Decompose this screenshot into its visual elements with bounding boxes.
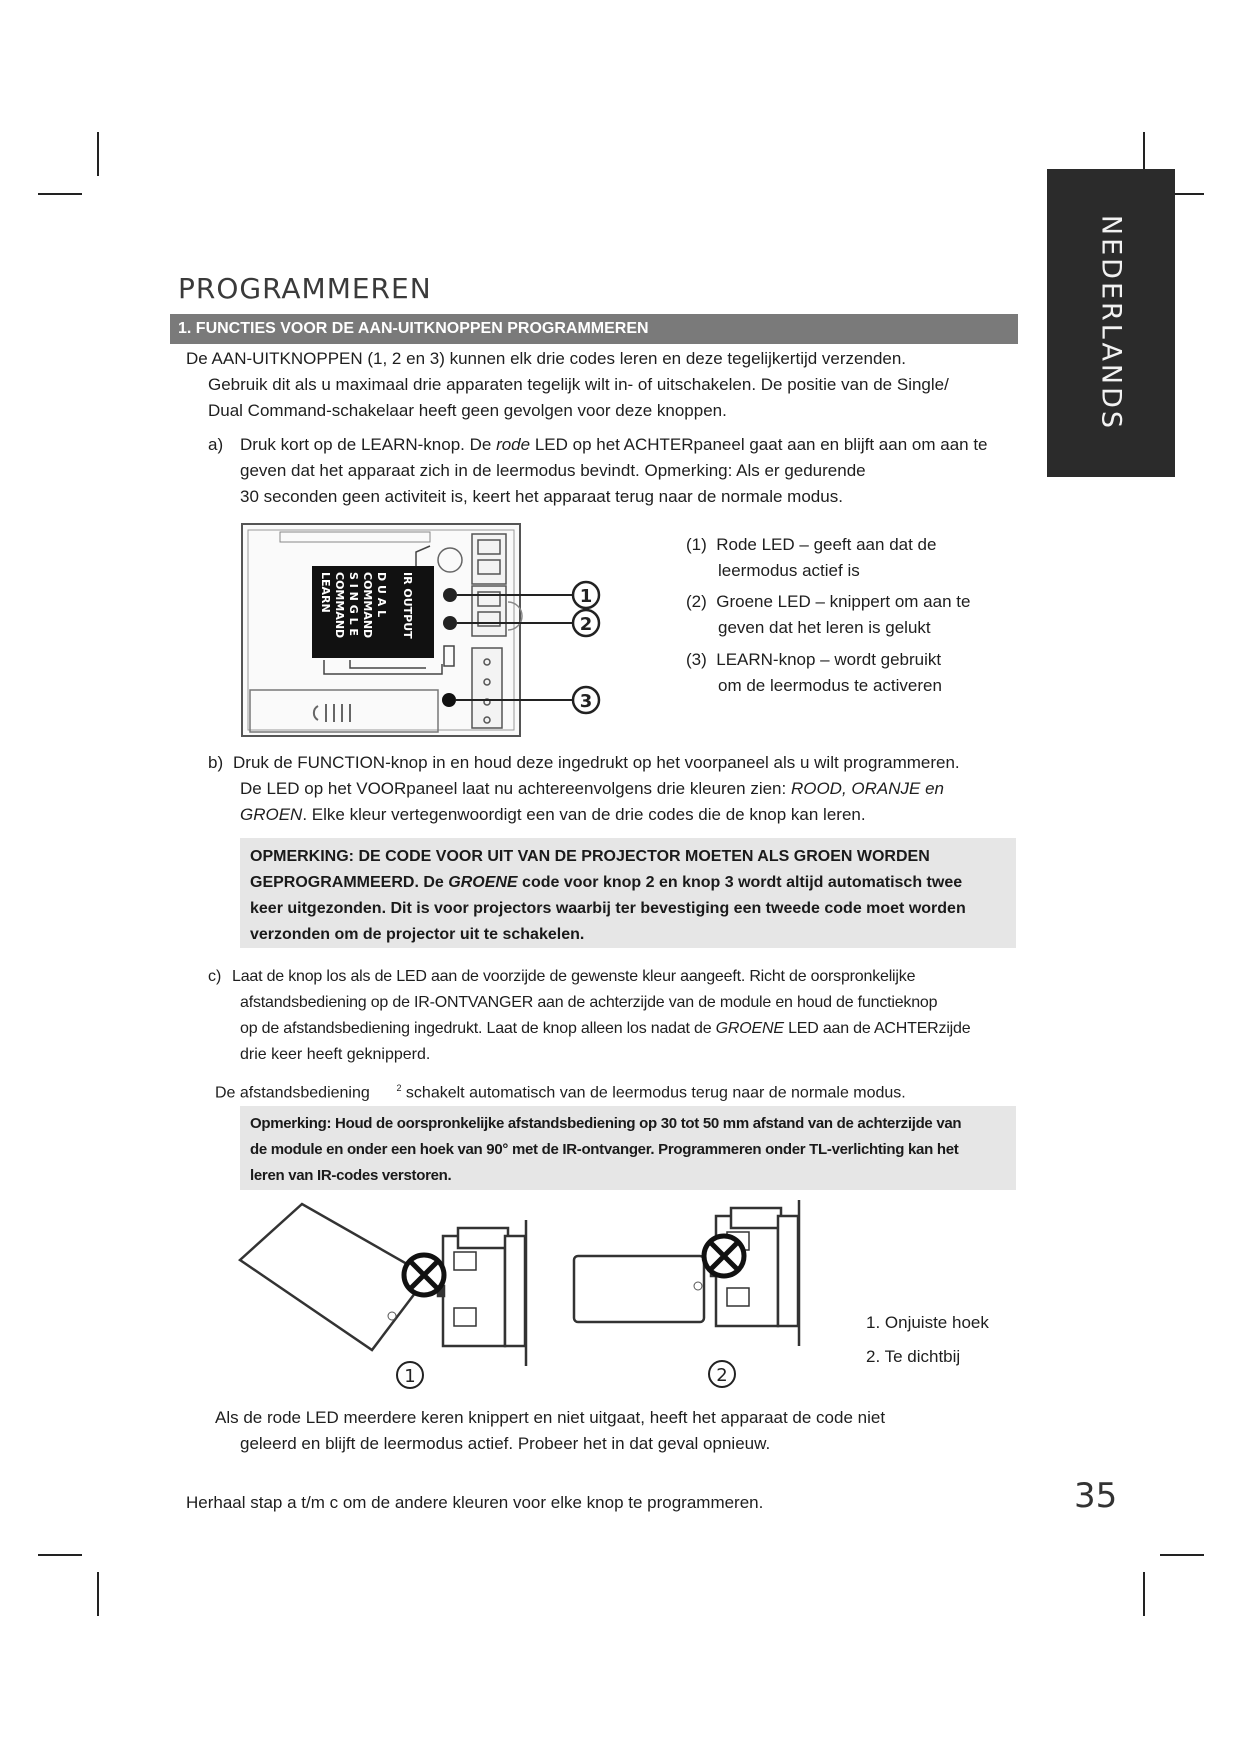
language-tab-label: NEDERLANDS: [1095, 214, 1127, 432]
superscript: 2: [396, 1083, 402, 1093]
learn-button-icon: [442, 693, 456, 707]
error-icon: [704, 1236, 744, 1276]
step-c-line: afstandsbediening op de IR-ONTVANGER aan de achterzijde van de module en houd de functieknop: [240, 994, 938, 1011]
step-c-line: drie keer heeft geknipperd.: [240, 1046, 431, 1063]
text: De afstandsbediening: [215, 1084, 370, 1102]
callout-3: [573, 687, 599, 713]
legend-text: Rode LED – geeft aan dat de: [716, 535, 937, 554]
legend-item: [686, 589, 970, 615]
step-a-marker: a): [208, 435, 224, 454]
note-box: [240, 838, 1016, 948]
panel-label-dual: D U A L: [375, 572, 388, 618]
remote-line: [215, 1075, 906, 1106]
crop-mark: [1143, 1572, 1145, 1616]
text: Druk kort op de LEARN-knop. De: [240, 435, 497, 454]
emphasis: GROEN: [240, 805, 303, 824]
repeat-instruction: Herhaal stap a t/m c om de andere kleuren voor elke knop te programmeren.: [186, 1493, 764, 1512]
step-b-line: [240, 776, 944, 802]
panel-label-command: COMMAND: [361, 572, 374, 639]
section-heading: 1. FUNCTIES VOOR DE AAN-UITKNOPPEN PROGRAMMEREN: [170, 314, 1018, 344]
step-a-line: 30 seconden geen activiteit is, keert het apparaat terug naar de normale modus.: [240, 487, 843, 506]
callout-number: 2: [716, 1365, 728, 1386]
remote-icon: [574, 1256, 704, 1322]
legend-num: (1): [686, 535, 707, 554]
legend-item: 1. Onjuiste hoek: [866, 1313, 989, 1332]
callout-number: 2: [579, 614, 593, 635]
step-b-marker: b): [208, 753, 224, 772]
module-icon: [438, 1220, 526, 1366]
step-c-line: Laat de knop los als de LED aan de voorzijde de gewenste kleur aangeeft. Richt de oorspronkelijke: [232, 968, 916, 985]
emphasis: rode: [496, 435, 531, 454]
note-box: [240, 1106, 1016, 1190]
note-line: Opmerking: Houd de oorspronkelijke afstandsbediening op 30 tot 50 mm afstand van de achterzijde van: [250, 1115, 962, 1132]
legend-text: om de leermodus te activeren: [718, 676, 942, 695]
emphasis: GROENE: [448, 874, 518, 891]
note-line: [250, 870, 1006, 896]
text: GEPROGRAMMEERD. De: [250, 874, 449, 891]
note-line: OPMERKING: DE CODE VOOR UIT VAN DE PROJECTOR MOETEN ALS GROEN WORDEN: [250, 848, 930, 865]
remote-icon: [240, 1204, 428, 1350]
text: LED op het ACHTERpaneel gaat aan en blijft aan om aan te: [530, 435, 988, 454]
page-title: PROGRAMMEREN: [178, 272, 432, 305]
crop-mark: [1160, 1554, 1204, 1556]
legend-text: Groene LED – knippert om aan te: [716, 592, 971, 611]
panel-label-single: S I N G L E: [347, 572, 360, 636]
remote-position-diagram: [236, 1200, 836, 1400]
callout-2: [709, 1361, 735, 1387]
callout-1: [573, 582, 599, 608]
crop-mark: [38, 193, 82, 195]
legend-text: LEARN-knop – wordt gebruikt: [716, 650, 942, 669]
panel-label-ir-output: IR OUTPUT: [401, 572, 414, 639]
step-b-line: [240, 802, 866, 828]
text: LED aan de ACHTERzijde: [783, 1020, 971, 1037]
panel-label-learn: LEARN: [319, 572, 332, 613]
callout-number: 1: [579, 586, 593, 607]
red-led-icon: [443, 588, 457, 602]
green-led-icon: [443, 616, 457, 630]
step-a-line: [240, 432, 988, 458]
note-line: de module en onder een hoek van 90° met de IR-ontvanger. Programmeren onder TL-verlichting kan het: [250, 1141, 959, 1158]
crop-mark: [38, 1554, 82, 1556]
language-tab: [1047, 169, 1175, 477]
callout-2: [573, 610, 599, 636]
emphasis: GROENE: [715, 1020, 784, 1037]
callout-number: 3: [579, 691, 593, 712]
retry-line: geleerd en blijft de leermodus actief. Probeer het in dat geval opnieuw.: [240, 1434, 771, 1453]
callout-number: 1: [404, 1366, 416, 1387]
emphasis: ROOD, ORANJE en: [790, 779, 944, 798]
crop-mark: [97, 132, 99, 176]
note-line: leren van IR-codes verstoren.: [250, 1167, 452, 1184]
legend-text: leermodus actief is: [718, 561, 860, 580]
error-icon: [404, 1255, 444, 1295]
step-a-line: geven dat het apparaat zich in de leermodus bevindt. Opmerking: Als er gedurende: [240, 461, 866, 480]
text: . Elke kleur vertegenwoordigt een van de drie codes die de knop kan leren.: [302, 805, 866, 824]
text: schakelt automatisch van de leermodus terug naar de normale modus.: [405, 1084, 906, 1102]
text: code voor knop 2 en knop 3 wordt altijd automatisch twee: [517, 874, 963, 891]
panel-label-command: COMMAND: [333, 572, 346, 639]
step-c-marker: c): [208, 968, 222, 985]
intro-line: Gebruik dit als u maximaal drie apparaten tegelijk wilt in- of uitschakelen. De positie van de Single/: [208, 375, 949, 394]
legend-num: (3): [686, 650, 707, 669]
page-number: 35: [1074, 1476, 1118, 1516]
text: op de afstandsbediening ingedrukt. Laat de knop alleen los nadat de: [240, 1020, 716, 1037]
legend-item: 2. Te dichtbij: [866, 1347, 961, 1366]
callout-1: [397, 1362, 423, 1388]
retry-line: Als de rode LED meerdere keren knippert en niet uitgaat, heeft het apparaat de code niet: [215, 1408, 886, 1427]
crop-mark: [97, 1572, 99, 1616]
note-line: keer uitgezonden. Dit is voor projectors waarbij ter bevestiging een tweede code moet worden: [250, 900, 966, 917]
note-line: verzonden om de projector uit te schakelen.: [250, 926, 585, 943]
step-b-line: Druk de FUNCTION-knop in en houd deze ingedrukt op het voorpaneel als u wilt programmeren.: [233, 753, 960, 772]
intro-line: De AAN-UITKNOPPEN (1, 2 en 3) kunnen elk drie codes leren en deze tegelijkertijd verzenden.: [186, 349, 907, 368]
intro-line: Dual Command-schakelaar heeft geen gevolgen voor deze knoppen.: [208, 401, 727, 420]
rear-panel-diagram: [240, 522, 610, 740]
text: De LED op het VOORpaneel laat nu achtereenvolgens drie kleuren zien:: [240, 779, 791, 798]
legend-item: [686, 647, 941, 673]
legend-text: geven dat het leren is gelukt: [718, 618, 931, 637]
legend-item: [686, 532, 936, 558]
legend-num: (2): [686, 592, 707, 611]
step-c-line: [240, 1016, 970, 1042]
